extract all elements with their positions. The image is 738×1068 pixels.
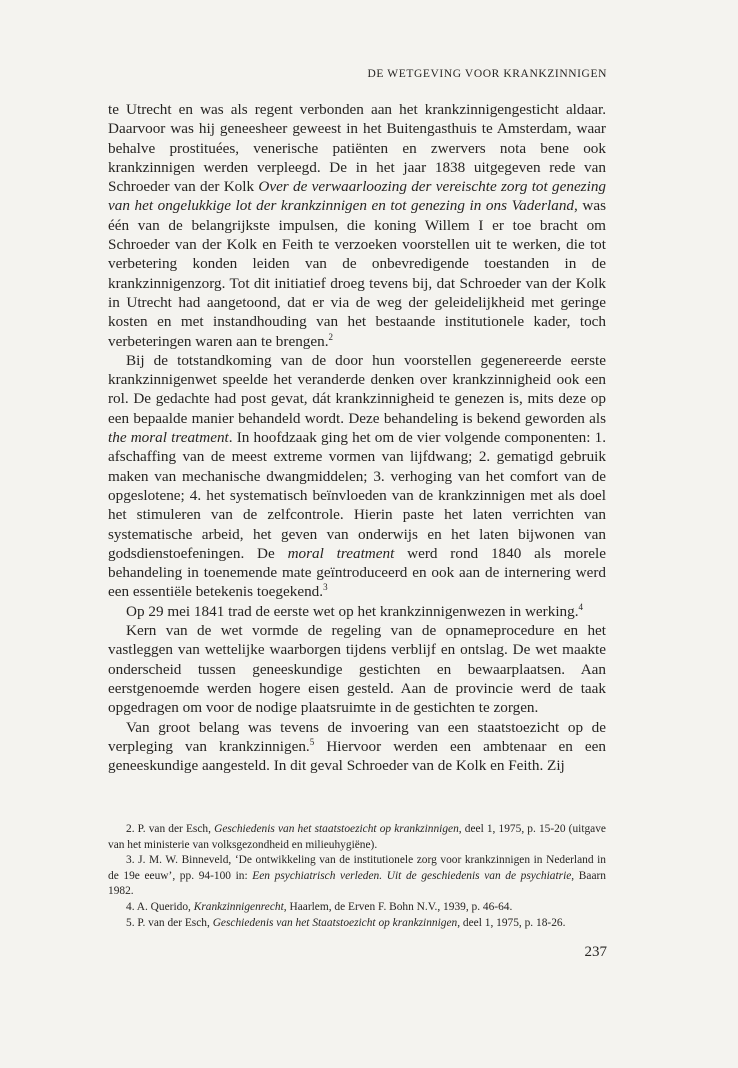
footnote bbox=[108, 853, 606, 900]
italic-text: Een psychiatrisch verleden. Uit de geschiedenis van de psychiatrie bbox=[252, 869, 572, 882]
paragraph bbox=[108, 602, 606, 621]
footnote-ref: 2 bbox=[328, 331, 334, 342]
text-run: Bij de totstandkoming van de door hun voorstellen gegenereerde eerste krankzinnigenwet speelde het veranderde denken over krankzinnigheid ook een rol. De gedachte had post gevat, dát krankzinnigheid te genezen is, mits deze op een bepaalde manier behandeld wordt. Deze behandeling is bekend geworden als bbox=[108, 351, 606, 427]
text-run: te Utrecht en was als regent verbonden aan het krankzinnigengesticht aldaar. Daarvoor was hij geneesheer geweest in het Buitengasthuis te Amsterdam, waar behalve prostituées, venerische patiënten en zwervers nota bene ook krankzinnigen werden verpleegd. De in het jaar 1838 uitgegeven rede van Schroeder van der Kolk bbox=[108, 101, 606, 196]
footnote-ref: 4 bbox=[578, 601, 584, 612]
text-run: Hiervoor werden een ambtenaar en een geneeskundige aangesteld. In dit geval Schroeder van de Kolk en Feith. Zij bbox=[108, 737, 606, 775]
paragraph bbox=[108, 718, 606, 776]
body-text bbox=[108, 100, 606, 775]
italic-text: Geschiedenis van het staatstoezicht op krankzinnigen bbox=[214, 823, 459, 835]
text-run: , deel 1, 1975, p. 18-26. bbox=[457, 916, 566, 929]
text-run: , Haarlem, de Erven F. Bohn N.V., 1939, p. 46-64. bbox=[283, 900, 513, 913]
text-run: , deel 1, 1975, p. 15-20 (uitgave van het ministerie van volksgezondheid en milieuhygiëne). bbox=[108, 823, 606, 851]
text-run: 2. P. van der Esch, bbox=[126, 823, 215, 835]
italic-text: Over de verwaarloozing der vereischte zorg tot genezing van het ongelukkige lot der krankzinnigen en tot genezing in ons Vaderland bbox=[108, 178, 607, 215]
footnote-ref: 3 bbox=[323, 582, 328, 593]
italic-text: moral treatment bbox=[287, 544, 395, 562]
running-head: DE WETGEVING VOOR KRANKZINNIGEN bbox=[367, 68, 607, 80]
footnote bbox=[108, 900, 606, 916]
text-run: Op 29 mei 1841 trad de eerste wet op het krankzinnigenwezen in werking. bbox=[126, 602, 579, 620]
italic-text: the moral treatment bbox=[108, 429, 229, 447]
footnote-ref: 5 bbox=[309, 736, 315, 747]
text-run: , Baarn 1982. bbox=[108, 869, 606, 898]
footnote bbox=[108, 916, 606, 932]
text-run: 3. J. M. W. Binneveld, ‘De ontwikkeling van de institutionele zorg voor krankzinnigen in Nederland in de 19e eeuw’, pp. 94-100 in: bbox=[108, 854, 606, 882]
text-run: 5. P. van der Esch, bbox=[126, 916, 213, 929]
text-run: . In hoofdzaak ging het om de vier volgende componenten: 1. afschaffing van de meest extreme vormen van lijfdwang; 2. gematigd gebruik maken van mechanische dwangmiddelen; 3. verhoging van het comfort van de opgeslotene; 4. het systematisch beïnvloeden van de krankzinnigen met als doel het stimuleren van de zelfcontrole. Hierin paste het laten verrichten van systematische arbeid, het geven van onderwijs en het laten bijwonen van godsdienstoefeningen. De bbox=[108, 429, 606, 562]
page-number: 237 bbox=[584, 944, 607, 960]
text-run: , was één van de belangrijkste impulsen, die koning Willem I er toe bracht om Schroeder van der Kolk en Feith te verzoeken voorstellen uit te werken, die tot verbetering konden leiden van de onbevredigende toestanden in de krankzinnigenzorg. Tot dit initiatief droeg tevens bij, dat Schroeder van der Kolk in Utrecht had aangetoond, dat er via de weg der geleidelijkheid met geringe kosten en met instandhouding van het bestaande institutionele kader, toch verbeteringen waren aan te brengen. bbox=[108, 197, 606, 350]
italic-text: Geschiedenis van het Staatstoezicht op krankzinnigen bbox=[212, 916, 458, 929]
italic-text: Krankzinnigenrecht bbox=[193, 900, 284, 913]
footnotes bbox=[108, 822, 606, 931]
text-run: Kern van de wet vormde de regeling van de opnameprocedure en het vastleggen van wettelijke waarborgen tijdens verblijf en ontslag. De wet maakte onderscheid tussen geneeskundige gestichten en bewaarplaatsen. Aan eerstgenoemde werden hogere eisen gesteld. Aan de provincie werd de taak opgedragen om voor de nodige plaatsruimte in de gestichten te zorgen. bbox=[108, 622, 606, 717]
paragraph bbox=[108, 351, 606, 602]
text-run: 4. A. Querido, bbox=[126, 900, 194, 913]
footnote bbox=[108, 822, 606, 853]
paragraph bbox=[108, 100, 606, 351]
paragraph bbox=[108, 621, 606, 717]
text-run: werd rond 1840 als morele behandeling in toenemende mate geïntroduceerd en ook aan de internering werd een essentiële betekenis toegekend. bbox=[108, 544, 606, 601]
text-run: Van groot belang was tevens de invoering van een staatstoezicht op de verpleging van krankzinnigen. bbox=[108, 718, 606, 755]
